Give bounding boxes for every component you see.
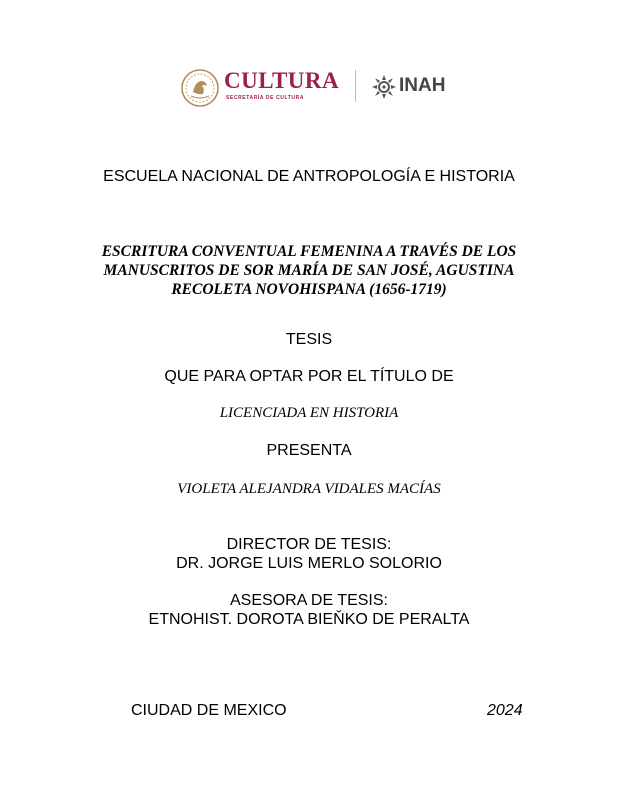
- mexico-seal-icon: [180, 68, 220, 108]
- school-name: ESCUELA NACIONAL DE ANTROPOLOGÍA E HISTORIA: [103, 168, 515, 185]
- degree-name: LICENCIADA EN HISTORIA: [219, 405, 399, 421]
- director-label: DIRECTOR DE TESIS:: [226, 536, 392, 553]
- thesis-title-line: RECOLETA NOVOHISPANA (1656-1719): [171, 281, 447, 298]
- author-name: VIOLETA ALEJANDRA VIDALES MACÍAS: [177, 481, 441, 497]
- advisor-name: ETNOHIST. DOROTA BIEŇKO DE PERALTA: [148, 611, 470, 628]
- footer-city: CIUDAD DE MEXICO: [131, 702, 287, 719]
- header-logos: [180, 64, 460, 108]
- footer-year: 2024: [487, 702, 523, 719]
- cultura-logo-subtext: SECRETARÍA DE CULTURA: [226, 95, 305, 101]
- advisor-label: ASESORA DE TESIS:: [230, 592, 388, 609]
- presenta-label: PRESENTA: [266, 442, 352, 459]
- director-block: [0, 535, 618, 573]
- thesis-title-line: ESCRITURA CONVENTUAL FEMENINA A TRAVÉS DE LOS: [101, 243, 517, 260]
- cultura-logo-text: CULTURA: [224, 68, 340, 93]
- inah-logo-text: INAH: [399, 75, 446, 96]
- thesis-title-line: MANUSCRITOS DE SOR MARÍA DE SAN JOSÉ, AGUSTINA: [103, 262, 515, 279]
- logo-divider: [355, 70, 356, 102]
- advisor-block: [0, 591, 618, 629]
- degree-intro: QUE PARA OPTAR POR EL TÍTULO DE: [164, 368, 454, 385]
- inah-emblem-icon: [370, 73, 398, 101]
- thesis-title: [80, 242, 538, 299]
- director-name: DR. JORGE LUIS MERLO SOLORIO: [176, 555, 442, 572]
- tesis-label: TESIS: [285, 331, 333, 348]
